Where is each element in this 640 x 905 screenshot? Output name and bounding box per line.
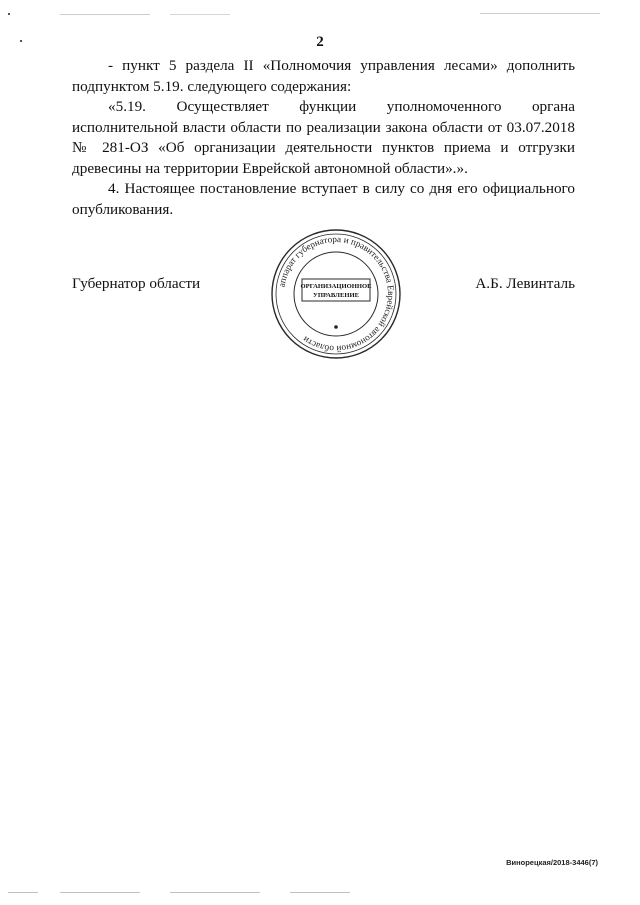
seal-center-line2: УПРАВЛЕНИЕ [312, 292, 360, 299]
seal-center-line1: ОРГАНИЗАЦИОННОЕ [300, 283, 372, 290]
paragraph-effective-date: 4. Настоящее постановление вступает в силу со дня его официального опубликования. [72, 180, 575, 218]
page-number: 2 [316, 34, 324, 50]
paragraph-amendment: - пункт 5 раздела II «Полномочия управления лесами» дополнить подпунктом 5.19. следующего содержания: [72, 57, 575, 95]
seal-ring-text: аппарат губернатора и правительства Еврейской автономной области [276, 233, 397, 355]
document-body [72, 56, 575, 220]
document-code: Винорецкая/2018-3446(7) [506, 858, 598, 867]
signatory-name: А.Б. Левинталь [475, 275, 575, 292]
scan-artifact [60, 892, 140, 893]
official-seal-stamp [268, 227, 404, 361]
scan-artifact [170, 14, 230, 15]
scan-artifact [480, 13, 600, 14]
scan-artifact [170, 892, 260, 893]
signatory-title: Губернатор области [72, 275, 201, 292]
seal-dot [334, 325, 338, 329]
paragraph-subclause: «5.19. Осуществляет функции уполномоченного органа исполнительной власти области по реализации закона области от 03.07.2018 № 281-ОЗ «Об организации деятельности пунктов приема и отгрузки древесины на территории Еврейской автономной области».». [72, 98, 575, 177]
scan-artifact [8, 892, 38, 893]
scan-artifact [290, 892, 350, 893]
scan-artifact [8, 13, 10, 15]
scan-artifact [60, 14, 150, 15]
